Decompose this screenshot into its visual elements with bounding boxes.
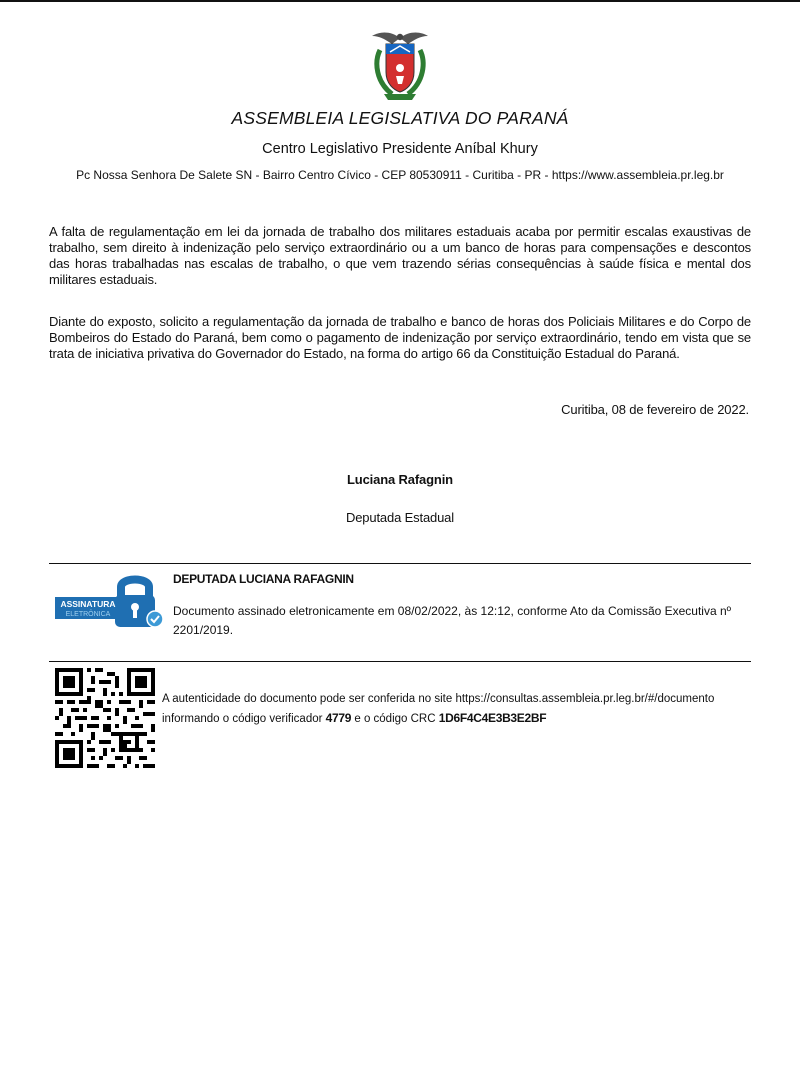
- signer-name: Luciana Rafagnin: [347, 472, 453, 487]
- verification-code: 4779: [325, 711, 352, 725]
- parana-coat-of-arms-icon: [370, 28, 430, 102]
- institution-title: ASSEMBLEIA LEGISLATIVA DO PARANÁ: [231, 108, 569, 128]
- verification-text: [162, 690, 742, 729]
- seal-text-line2: ELETRÔNICA: [65, 611, 111, 618]
- place-and-date: Curitiba, 08 de fevereiro de 2022.: [561, 402, 749, 417]
- divider-line: [49, 661, 751, 662]
- signer-role: Deputada Estadual: [345, 510, 455, 525]
- institution-address: Pc Nossa Senhora De Salete SN - Bairro Centro Cívico - CEP 80530911 - Curitiba - PR - https://www.assembleia.pr.leg.br: [76, 168, 724, 182]
- seal-text-line1: ASSINATURA: [60, 599, 116, 609]
- divider-line: [49, 563, 751, 564]
- body-paragraph-1: A falta de regulamentação em lei da jornada de trabalho dos militares estaduais acaba por permitir escalas exaustivas de trabalho, sem direito à indenização pelo serviço extraordinário ou a um banco de horas para compensações e descontos das horas trabalhadas nas escalas de trabalho, o que vem trazendo sérias consequências à saúde física e mental dos militares estaduais.: [49, 224, 751, 287]
- qr-code-icon[interactable]: [55, 668, 155, 768]
- verification-middle: e o código CRC: [351, 713, 439, 725]
- top-border-line: [0, 0, 800, 2]
- body-paragraph-2: Diante do exposto, solicito a regulamentação da jornada de trabalho e banco de horas dos Policiais Militares e do Corpo de Bombeiros do Estado do Paraná, bem como o pagamento de indenização por serviço extraordinário, tendo em vista que se trata de iniciativa privativa do Governador do Estado, na forma do artigo 66 da Constituição Estadual do Paraná.: [49, 314, 751, 361]
- signature-statement: Documento assinado eletronicamente em 08/02/2022, às 12:12, conforme Ato da Comissão Executiva nº 2201/2019.: [173, 604, 732, 637]
- institution-subtitle: Centro Legislativo Presidente Aníbal Khury: [262, 141, 538, 157]
- signature-holder-name: DEPUTADA LUCIANA RAFAGNIN: [173, 572, 354, 586]
- verification-intro: A autenticidade do documento pode ser conferida no site https://consultas.assembleia.pr.leg.br/#/documento informando o código verificador: [162, 693, 715, 725]
- electronic-signature-seal-icon: [55, 569, 165, 629]
- crc-code: 1D6F4C4E3B3E2BF: [438, 711, 547, 725]
